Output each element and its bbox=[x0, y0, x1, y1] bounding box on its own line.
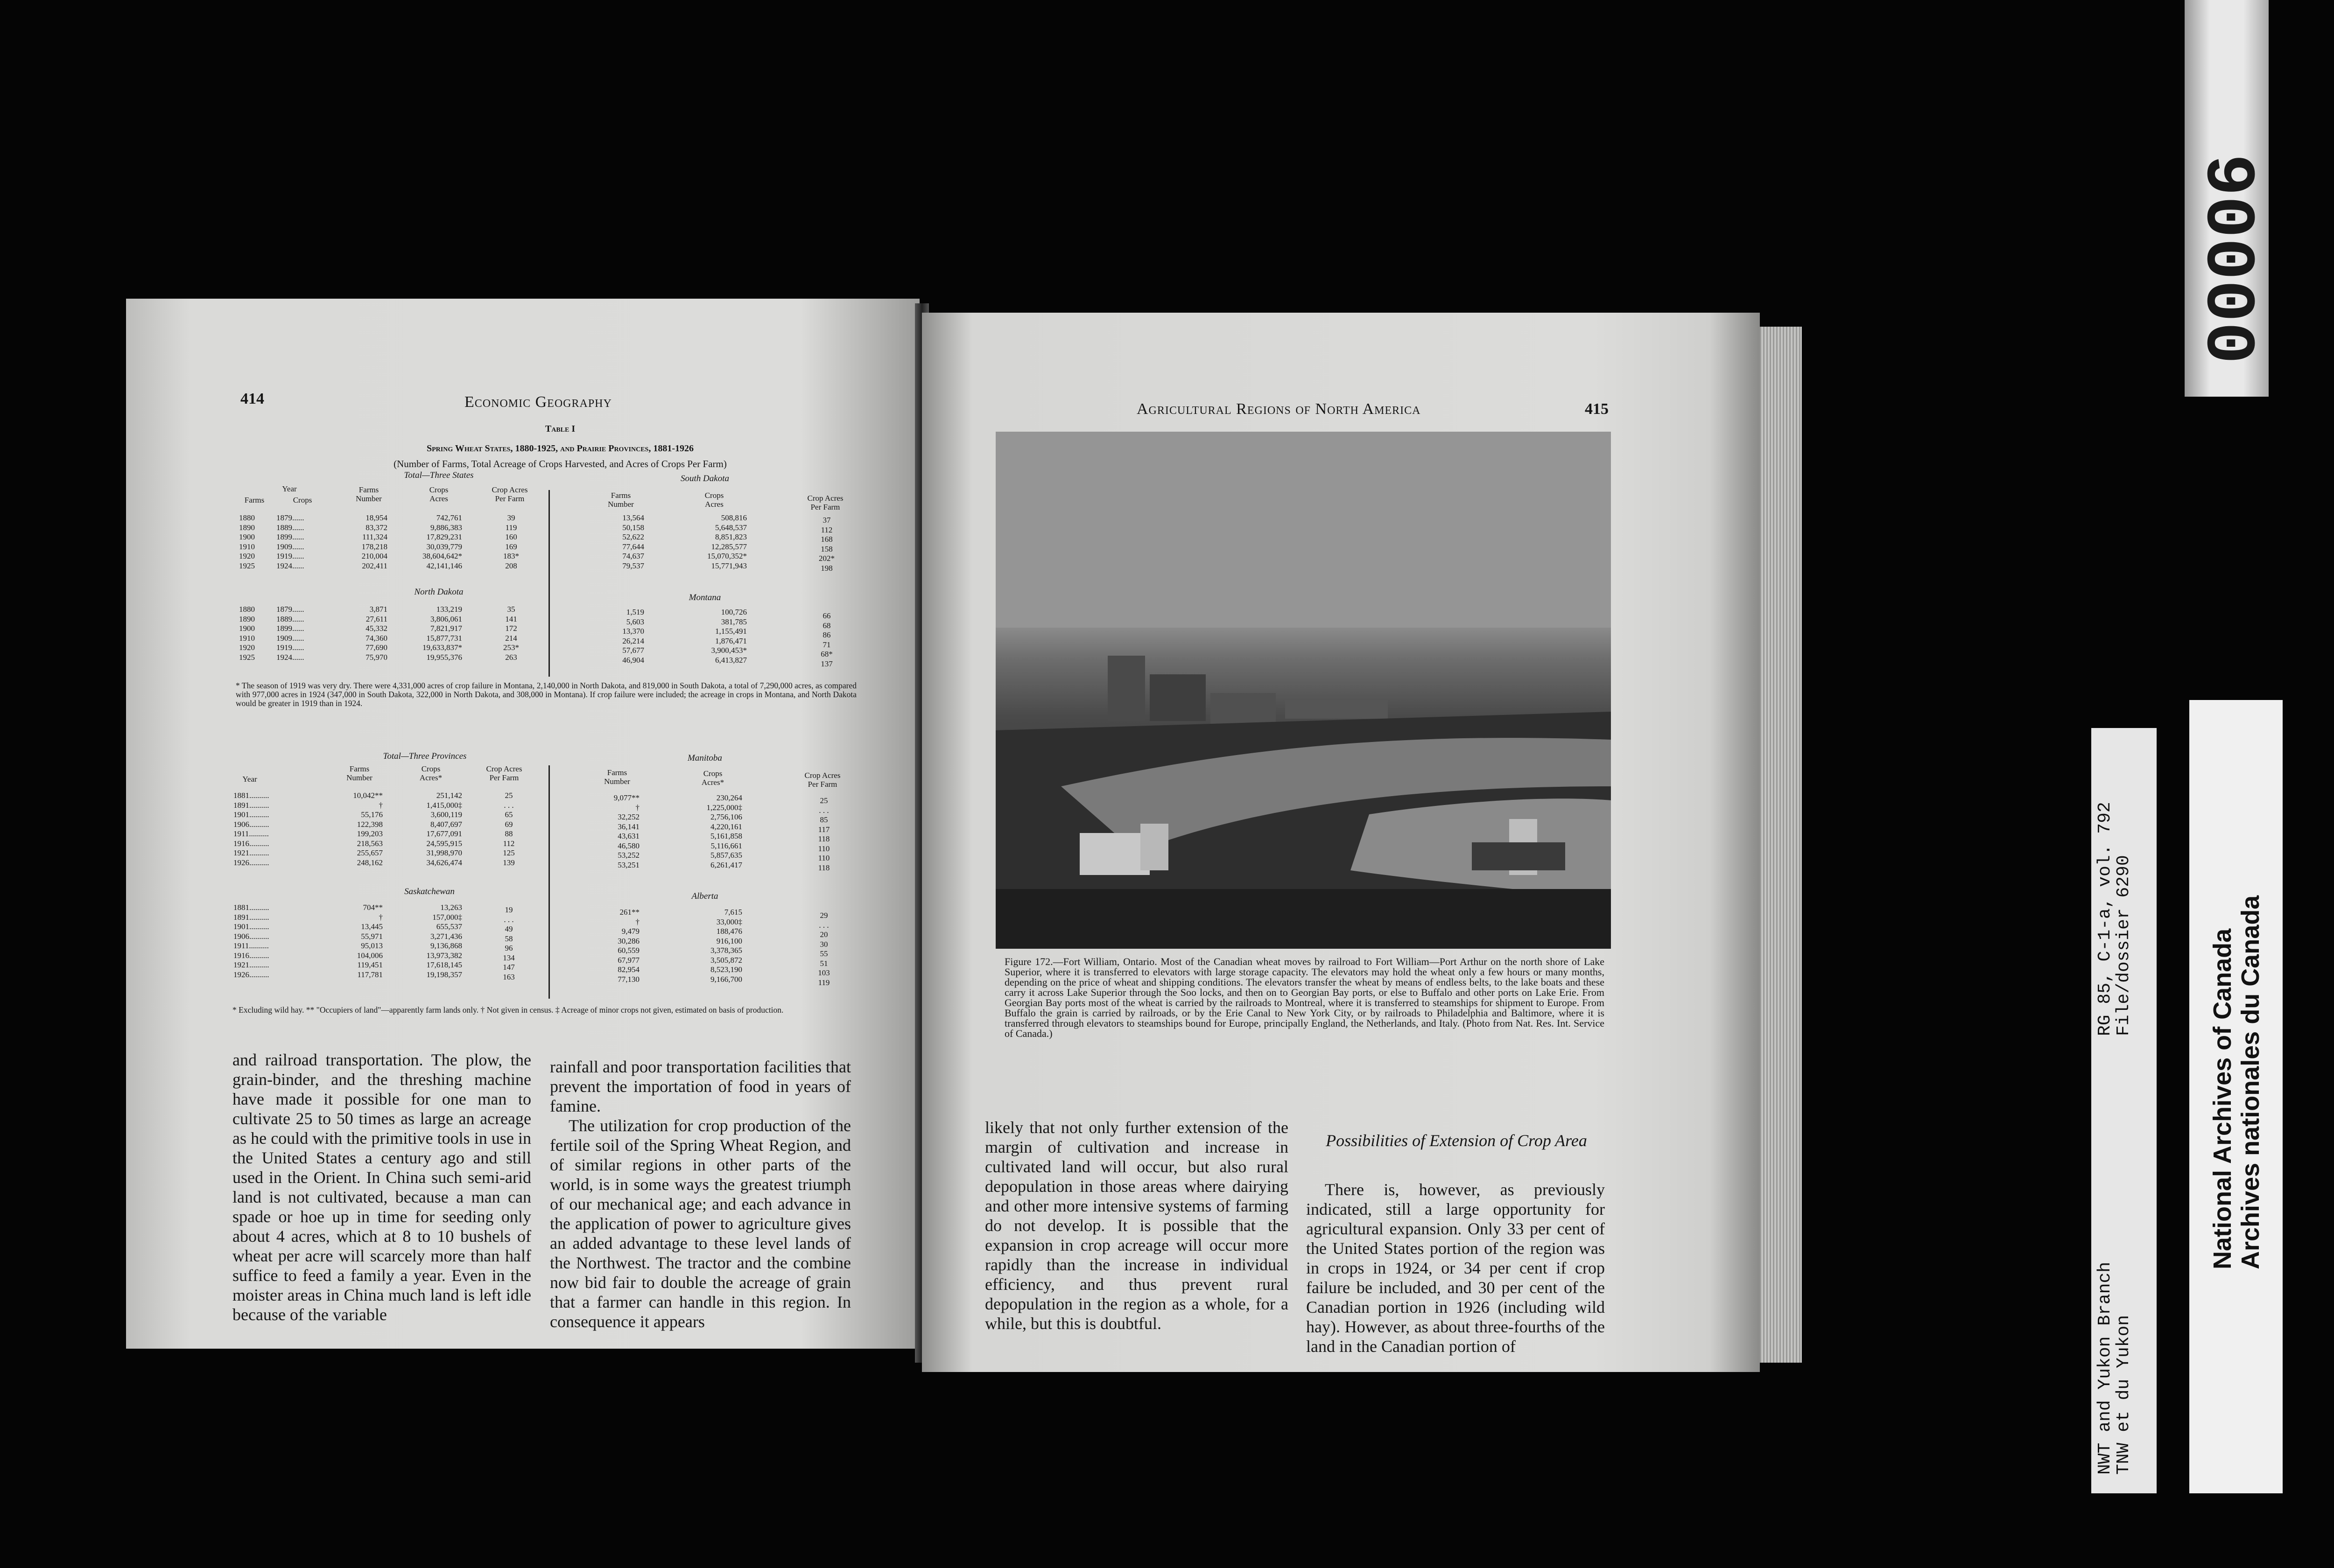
table-title: Spring Wheat States, 1880-1925, and Prairie Provinces, 1881-1926 bbox=[426, 443, 694, 454]
nd-crops-year-column: 1879...... 1889...... 1899...... 1909...... 1919...... 1924...... bbox=[276, 605, 304, 662]
lower-header-mb-crop-acres-per-farm: Crop Acres Per Farm bbox=[804, 771, 841, 789]
page-number-left: 414 bbox=[240, 390, 264, 407]
sd-per-farm-column: 37 112 168 158 202* 198 bbox=[819, 516, 835, 573]
section-heading: Possibilities of Extension of Crop Area bbox=[1326, 1131, 1587, 1150]
sd-acres-column: 508,816 5,648,537 8,851,823 12,285,577 15,070,352* 15,771,943 bbox=[707, 513, 747, 570]
three-states-farms-column: 18,954 83,372 111,324 178,218 210,004 202,411 bbox=[361, 513, 387, 570]
header-sd-farms-number: Farms Number bbox=[608, 491, 634, 509]
page-number-right: 415 bbox=[1585, 400, 1609, 418]
right-column-2-text: There is, however, as previously indicated, still a large opportunity for agricultural expansion. Only 33 per cent of the United States portion of the region was in crops in 1924, or 34 per cent if crop failure be included, and 30 per cent of the Canadian portion in 1926 (including wild hay). However, as about three-fourths of the land in the Canadian portion of bbox=[1306, 1180, 1605, 1356]
group-three-states: Total—Three States bbox=[404, 470, 474, 480]
table-divider-lower bbox=[548, 765, 550, 999]
lower-header-year: Year bbox=[242, 775, 257, 784]
header-crops-year: Crops bbox=[293, 496, 312, 504]
left-column-1-text: and railroad transportation. The plow, the grain-binder, and the threshing machine have made it possible for one man to cultivate 25 to 50 times as large an acreage as he could with the primitive tools in use in the United States a century ago and still used in the Orient. In China such semi-arid land is not cultivated, because a man can spade or hoe up in time for seeding only about 4 acres, which at 8 to 10 bushels of wheat per acre will scarcely more than half suffice to feed a family a year. Even in the moister areas in China much land is left idle because of the variable bbox=[232, 1050, 531, 1324]
header-sd-crop-acres-per-farm: Crop Acres Per Farm bbox=[807, 494, 844, 511]
mb-farms-column: 9,077** † 32,252 36,141 43,631 46,580 53,252 53,251 bbox=[613, 793, 640, 869]
lower-header-crops-acres: Crops Acres* bbox=[419, 764, 443, 782]
crops-year-column: 1879...... 1889...... 1899...... 1909...... 1919...... 1924...... bbox=[276, 513, 304, 570]
archive-label-fr: Archives nationales du Canada bbox=[2236, 895, 2264, 1269]
rg-reference: RG 85, C-1-a, vol. 792 bbox=[2095, 802, 2115, 1036]
ab-per-farm-column: 29 . . . 20 30 55 51 103 119 bbox=[818, 911, 830, 987]
mb-per-farm-column: 25 . . . 85 117 118 110 110 118 bbox=[818, 796, 830, 872]
left-column-2-text-b: The utilization for crop production of the fertile soil of the Spring Wheat Region, and of similar regions in other parts of the world, is in some ways the greatest triumph of our mechanical age; and each advance in the application of power to agriculture gives an added advantage to these level lands of the Northwest. The tractor and the combine now bid fair to double the acreage of grain that a farmer can handle in this region. In consequence it appears bbox=[550, 1116, 851, 1331]
header-farms-year: Farms bbox=[244, 496, 265, 504]
group-alberta: Alberta bbox=[691, 891, 718, 901]
lower-header-mb-farms-number: Farms Number bbox=[604, 768, 630, 786]
tp-acres-column: 251,142 1,415,000‡ 3,600,119 8,407,697 17,677,091 24,595,915 31,998,970 34,626,474 bbox=[426, 791, 462, 867]
figure-caption: Figure 172.—Fort William, Ontario. Most of the Canadian wheat moves by railroad to Fort William—Port Arthur on the north shore of Lake Superior, where it is transferred to elevators with large storage capacity. The elevators may hold the wheat only a few hours or many months, depending on the price of wheat and shipping conditions. The elevators transfer the wheat by means of endless belts, to the lake boats and these carry it across Lake Superior through the Soo locks, and then on to Georgian Bay ports, or else to Buffalo and other ports on Lake Erie. From Georgian Bay ports most of the wheat is carried by the railroads to Montreal, where it is transferred to steamships for shipment to Europe. From Buffalo the grain is carried by railroads, or by the Erie Canal to New York City, or by railroads to Philadelphia and Baltimore, where it is transferred through elevators to steamships bound for Europe, principally England, the Netherlands, and Italy. (Photo from Nat. Res. Int. Service of Canada.) bbox=[1005, 956, 1604, 1039]
lower-header-mb-crops-acres: Crops Acres* bbox=[701, 769, 724, 787]
lower-header-farms-number: Farms Number bbox=[346, 764, 373, 782]
header-year: Year bbox=[282, 484, 297, 493]
file-reference: File/dossier 6290 bbox=[2114, 855, 2134, 1036]
lower-year-column-2: 1881.......... 1891.......... 1901.......... 1906.......... 1911.......... 1916.......... 1921.......... 1926.......... bbox=[233, 903, 269, 979]
branch-fr: TNW et du Yukon bbox=[2114, 1315, 2134, 1475]
archive-label-en: National Archives of Canada bbox=[2208, 928, 2236, 1269]
table-footnote-upper: * The season of 1919 was very dry. There were 4,331,000 acres of crop failure in Montana, 2,140,000 in North Dakota, and 819,000 in South Dakota, a total of 7,290,000 acres, as compared with 977,000 acres in 1924 (347,000 in South Dakota, 322,000 in North Dakota, and 308,000 in Montana). If crop failure were included; the acreage in crops in Montana, and North Dakota would be greater in 1919 than in 1924. bbox=[236, 681, 857, 708]
lower-year-column: 1881.......... 1891.......... 1901.......... 1906.......... 1911.......... 1916.......... 1921.......... 1926.......... bbox=[233, 791, 269, 867]
archive-label bbox=[2189, 700, 2283, 1493]
ab-acres-column: 7,615 33,000‡ 188,476 916,100 3,378,365 3,505,872 8,523,190 9,166,700 bbox=[710, 908, 742, 984]
lower-header-crop-acres-per-farm: Crop Acres Per Farm bbox=[486, 764, 522, 782]
table-divider-upper bbox=[548, 490, 550, 677]
frame-number-strip bbox=[2185, 0, 2276, 397]
group-montana: Montana bbox=[689, 593, 721, 602]
three-states-per-farm-column: 39 119 160 169 183* 208 bbox=[503, 513, 519, 570]
nd-per-farm-column: 35 141 172 214 253* 263 bbox=[503, 605, 519, 662]
sk-per-farm-column: 19 . . . 49 58 96 134 147 163 bbox=[503, 905, 515, 981]
sk-farms-column: 704** † 13,445 55,971 95,013 104,006 119,451 117,781 bbox=[357, 903, 383, 979]
table-footnote-lower: * Excluding wild hay. ** "Occupiers of land"—apparently farm lands only. † Not given in census. ‡ Acreage of minor crops not given, estimated on basis of production. bbox=[232, 1005, 784, 1015]
running-head-left: Economic Geography bbox=[464, 393, 612, 411]
mt-farms-column: 1,519 5,603 13,370 26,214 57,677 46,904 bbox=[622, 608, 644, 665]
group-north-dakota: North Dakota bbox=[414, 587, 464, 597]
fort-william-photo bbox=[996, 432, 1611, 949]
branch-en: NWT and Yukon Branch bbox=[2095, 1261, 2115, 1475]
header-crops-acres: Crops Acres bbox=[429, 485, 449, 503]
table-subtitle: (Number of Farms, Total Acreage of Crops Harvested, and Acres of Crops Per Farm) bbox=[394, 458, 727, 469]
sk-acres-column: 13,263 157,000‡ 655,537 3,271,436 9,136,868 13,973,382 17,618,145 19,198,357 bbox=[426, 903, 462, 979]
header-farms-number: Farms Number bbox=[356, 485, 382, 503]
tp-per-farm-column: 25 . . . 65 69 88 112 125 139 bbox=[503, 791, 515, 867]
right-column-1-text: likely that not only further extension of the margin of cultivation and increase in cultivated land will occur, but also rural depopulation in those areas where dairying and other more intensive systems of farming do not develop. It is possible that the expansion in crop acreage will occur more rapidly than the increase in individual efficiency, and thus prevent rural depopulation in the region as a whole, for a while, but this is doubtful. bbox=[985, 1118, 1288, 1333]
left-column-2-text-a: rainfall and poor transportation facilities that prevent the importation of food in years of famine. bbox=[550, 1057, 851, 1115]
nd-farms-year-column: 1880 1890 1900 1910 1920 1925 bbox=[239, 605, 255, 662]
nd-acres-column: 133,219 3,806,061 7,821,917 15,877,731 19,633,837* 19,955,376 bbox=[422, 605, 462, 662]
group-saskatchewan: Saskatchewan bbox=[404, 887, 455, 896]
group-three-provinces: Total—Three Provinces bbox=[383, 751, 467, 761]
group-south-dakota: South Dakota bbox=[681, 474, 729, 483]
three-states-acres-column: 742,761 9,886,383 17,829,231 30,039,779 38,604,642* 42,141,146 bbox=[422, 513, 462, 570]
header-crop-acres-per-farm: Crop Acres Per Farm bbox=[492, 485, 528, 503]
page-edges bbox=[1760, 327, 1802, 1363]
ab-farms-column: 261** † 9,479 30,286 60,559 67,977 82,954 77,130 bbox=[618, 908, 640, 984]
tp-farms-column: 10,042** † 55,176 122,398 199,203 218,563 255,657 248,162 bbox=[353, 791, 383, 867]
table-label: Table I bbox=[545, 424, 576, 434]
running-head-right: Agricultural Regions of North America bbox=[1137, 400, 1421, 418]
reference-label bbox=[2091, 728, 2157, 1493]
nd-farms-column: 3,871 27,611 45,332 74,360 77,690 75,970 bbox=[366, 605, 387, 662]
frame-number: 00006 bbox=[2196, 154, 2276, 364]
mt-per-farm-column: 66 68 86 71 68* 137 bbox=[821, 611, 833, 668]
header-sd-crops-acres: Crops Acres bbox=[704, 491, 724, 509]
mt-acres-column: 100,726 381,785 1,155,491 1,876,471 3,900,453* 6,413,827 bbox=[711, 608, 747, 665]
photo-illustration bbox=[996, 432, 1611, 949]
sd-farms-column: 13,564 50,158 52,622 77,644 74,637 79,537 bbox=[622, 513, 644, 570]
group-manitoba: Manitoba bbox=[688, 753, 722, 763]
mb-acres-column: 230,264 1,225,000‡ 2,756,106 4,220,161 5,161,858 5,116,661 5,857,635 6,261,417 bbox=[706, 793, 742, 869]
farms-year-column: 1880 1890 1900 1910 1920 1925 bbox=[239, 513, 255, 570]
